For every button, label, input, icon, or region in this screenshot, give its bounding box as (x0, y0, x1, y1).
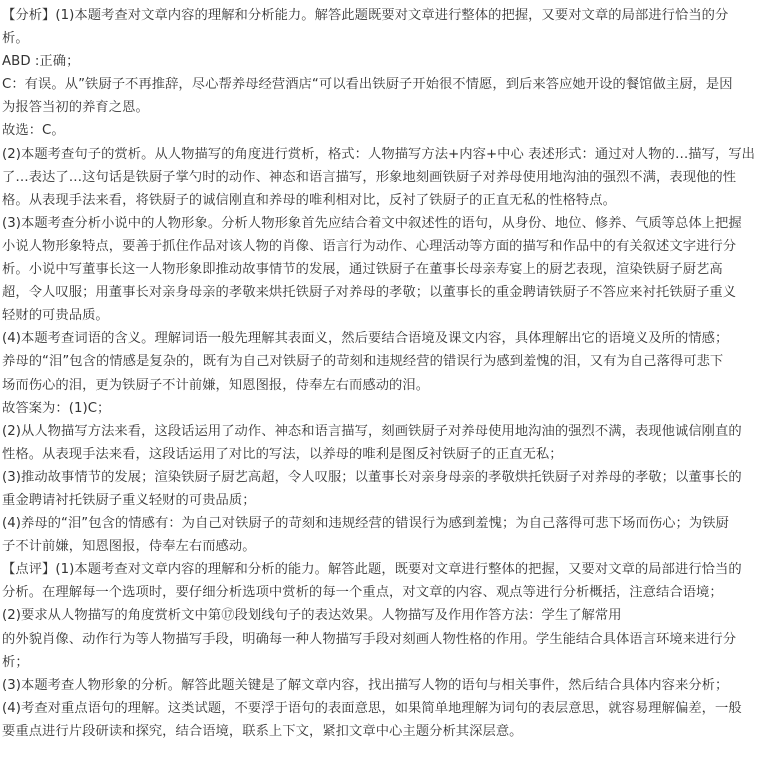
text-line: 了…表达了…这句话是铁厨子掌勺时的动作、神态和语言描写，形象地刻画铁厨子对养母使用地沟油的强烈不满，表现他的性 (2, 169, 737, 185)
text-line: 轻财的可贵品质。 (2, 308, 109, 324)
text-line: 超，令人叹服；用董事长对亲身母亲的孝敬来烘托铁厨子对养母的孝敬；以董事长的重金聘请铁厨子不答应来衬托铁厨子重义 (2, 285, 737, 301)
text-line: 析。 (2, 31, 29, 47)
text-line: 分析。在理解每一个选项时，要仔细分析选项中赏析的每一个重点，对文章的内容、观点等进行分析概括，注意结合语境； (2, 585, 723, 601)
text-line: 小说人物形象特点，要善于抓住作品对该人物的肖像、语言行为动作、心理活动等方面的描写和作品中的有关叙述文字进行分 (2, 238, 737, 254)
text-line: (3)本题考查分析小说中的人物形象。分析人物形象首先应结合着文中叙述性的语句，从身份、地位、修养、气质等总体上把握 (2, 215, 742, 231)
text-line: 重金聘请衬托铁厨子重义轻财的可贵品质； (2, 492, 256, 508)
text-line: 场而伤心的泪，更为铁厨子不计前嫌，知恩图报，侍奉左右而感动的泪。 (2, 377, 430, 393)
text-line: (2)本题考查句子的赏析。从人物描写的角度进行赏析，格式：人物描写方法+内容+中心 表述形式：通过对人物的…描写，写出 (2, 146, 756, 162)
text-line: 的外貌肖像、动作行为等人物描写手段，明确每一种人物描写手段对刻画人物性格的作用。学生能结合具体语言环境来进行分 (2, 631, 737, 647)
text-line: (4)本题考查词语的含义。理解词语一般先理解其表面义，然后要结合语境及课文内容，具体理解出它的语境义及所的情感； (2, 331, 729, 347)
text-line: 养母的“泪”包含的情感是复杂的，既有为自己对铁厨子的苛刻和违规经营的错误行为感到羞愧的泪，又有为自己落得可悲下 (2, 354, 724, 370)
text-line: 【点评】(1)本题考查对文章内容的理解和分析的能力。解答此题，既要对文章进行整体的把握，又要对文章的局部进行恰当的 (2, 562, 742, 578)
text-line: 故答案为：(1)C； (2, 400, 111, 416)
text-line: (3)推动故事情节的发展；渲染铁厨子厨艺高超，令人叹服；以董事长对亲身母亲的孝敬烘托铁厨子对养母的孝敬；以董事长的 (2, 469, 742, 485)
text-line: 析； (2, 654, 29, 670)
text-line: 子不计前嫌，知恩图报，侍奉左右而感动。 (2, 539, 256, 555)
text-line: C：有误。从”铁厨子不再推辞，尽心帮养母经营酒店“可以看出铁厨子开始很不情愿，到后来答应她开设的餐馆做主厨，是因 (2, 77, 733, 93)
text-line: 故选：C。 (2, 123, 65, 139)
text-line: 性格。从表现手法来看，这段话运用了对比的写法，以养母的唯利是图反衬铁厨子的正直无私； (2, 446, 563, 462)
text-line: 要重点进行片段研读和探究，结合语境，联系上下文，紧扣文章中心主题分析其深层意。 (2, 723, 523, 739)
text-line: (3)本题考查人物形象的分析。解答此题关键是了解文章内容，找出描写人物的语句与相关事件，然后结合具体内容来分析； (2, 677, 729, 693)
text-line: 析。小说中写董事长这一人物形象即推动故事情节的发展，通过铁厨子在董事长母亲寿宴上的厨艺表现，渲染铁厨子厨艺高 (2, 262, 723, 278)
text-line: ABD :正确； (2, 54, 80, 70)
text-line: (2)要求从人物描写的角度赏析文中第⑰段划线句子的表达效果。人物描写及作用作答方法：学生了解常用 (2, 608, 622, 624)
text-line: (4)养母的“泪”包含的情感有：为自己对铁厨子的苛刻和违规经营的错误行为感到羞愧；为自己落得可悲下场而伤心；为铁厨 (2, 516, 729, 532)
text-line: (2)从人物描写方法来看，这段话运用了动作、神态和语言描写，刻画铁厨子对养母使用地沟油的强烈不满，表现他诚信刚直的 (2, 423, 742, 439)
text-line: 【分析】(1)本题考查对文章内容的理解和分析能力。解答此题既要对文章进行整体的把握，又要对文章的局部进行恰当的分 (2, 8, 729, 23)
text-line: (4)考查对重点语句的理解。这类试题，不要浮于语句的表面意思，如果简单地理解为词句的表层意思，就容易理解偏差，一般 (2, 700, 742, 716)
text-line: 为报答当初的养育之恩。 (2, 100, 149, 116)
text-line: 格。从表现手法来看，将铁厨子的诚信刚直和养母的唯利相对比，反衬了铁厨子的正直无私的性格特点。 (2, 192, 616, 208)
